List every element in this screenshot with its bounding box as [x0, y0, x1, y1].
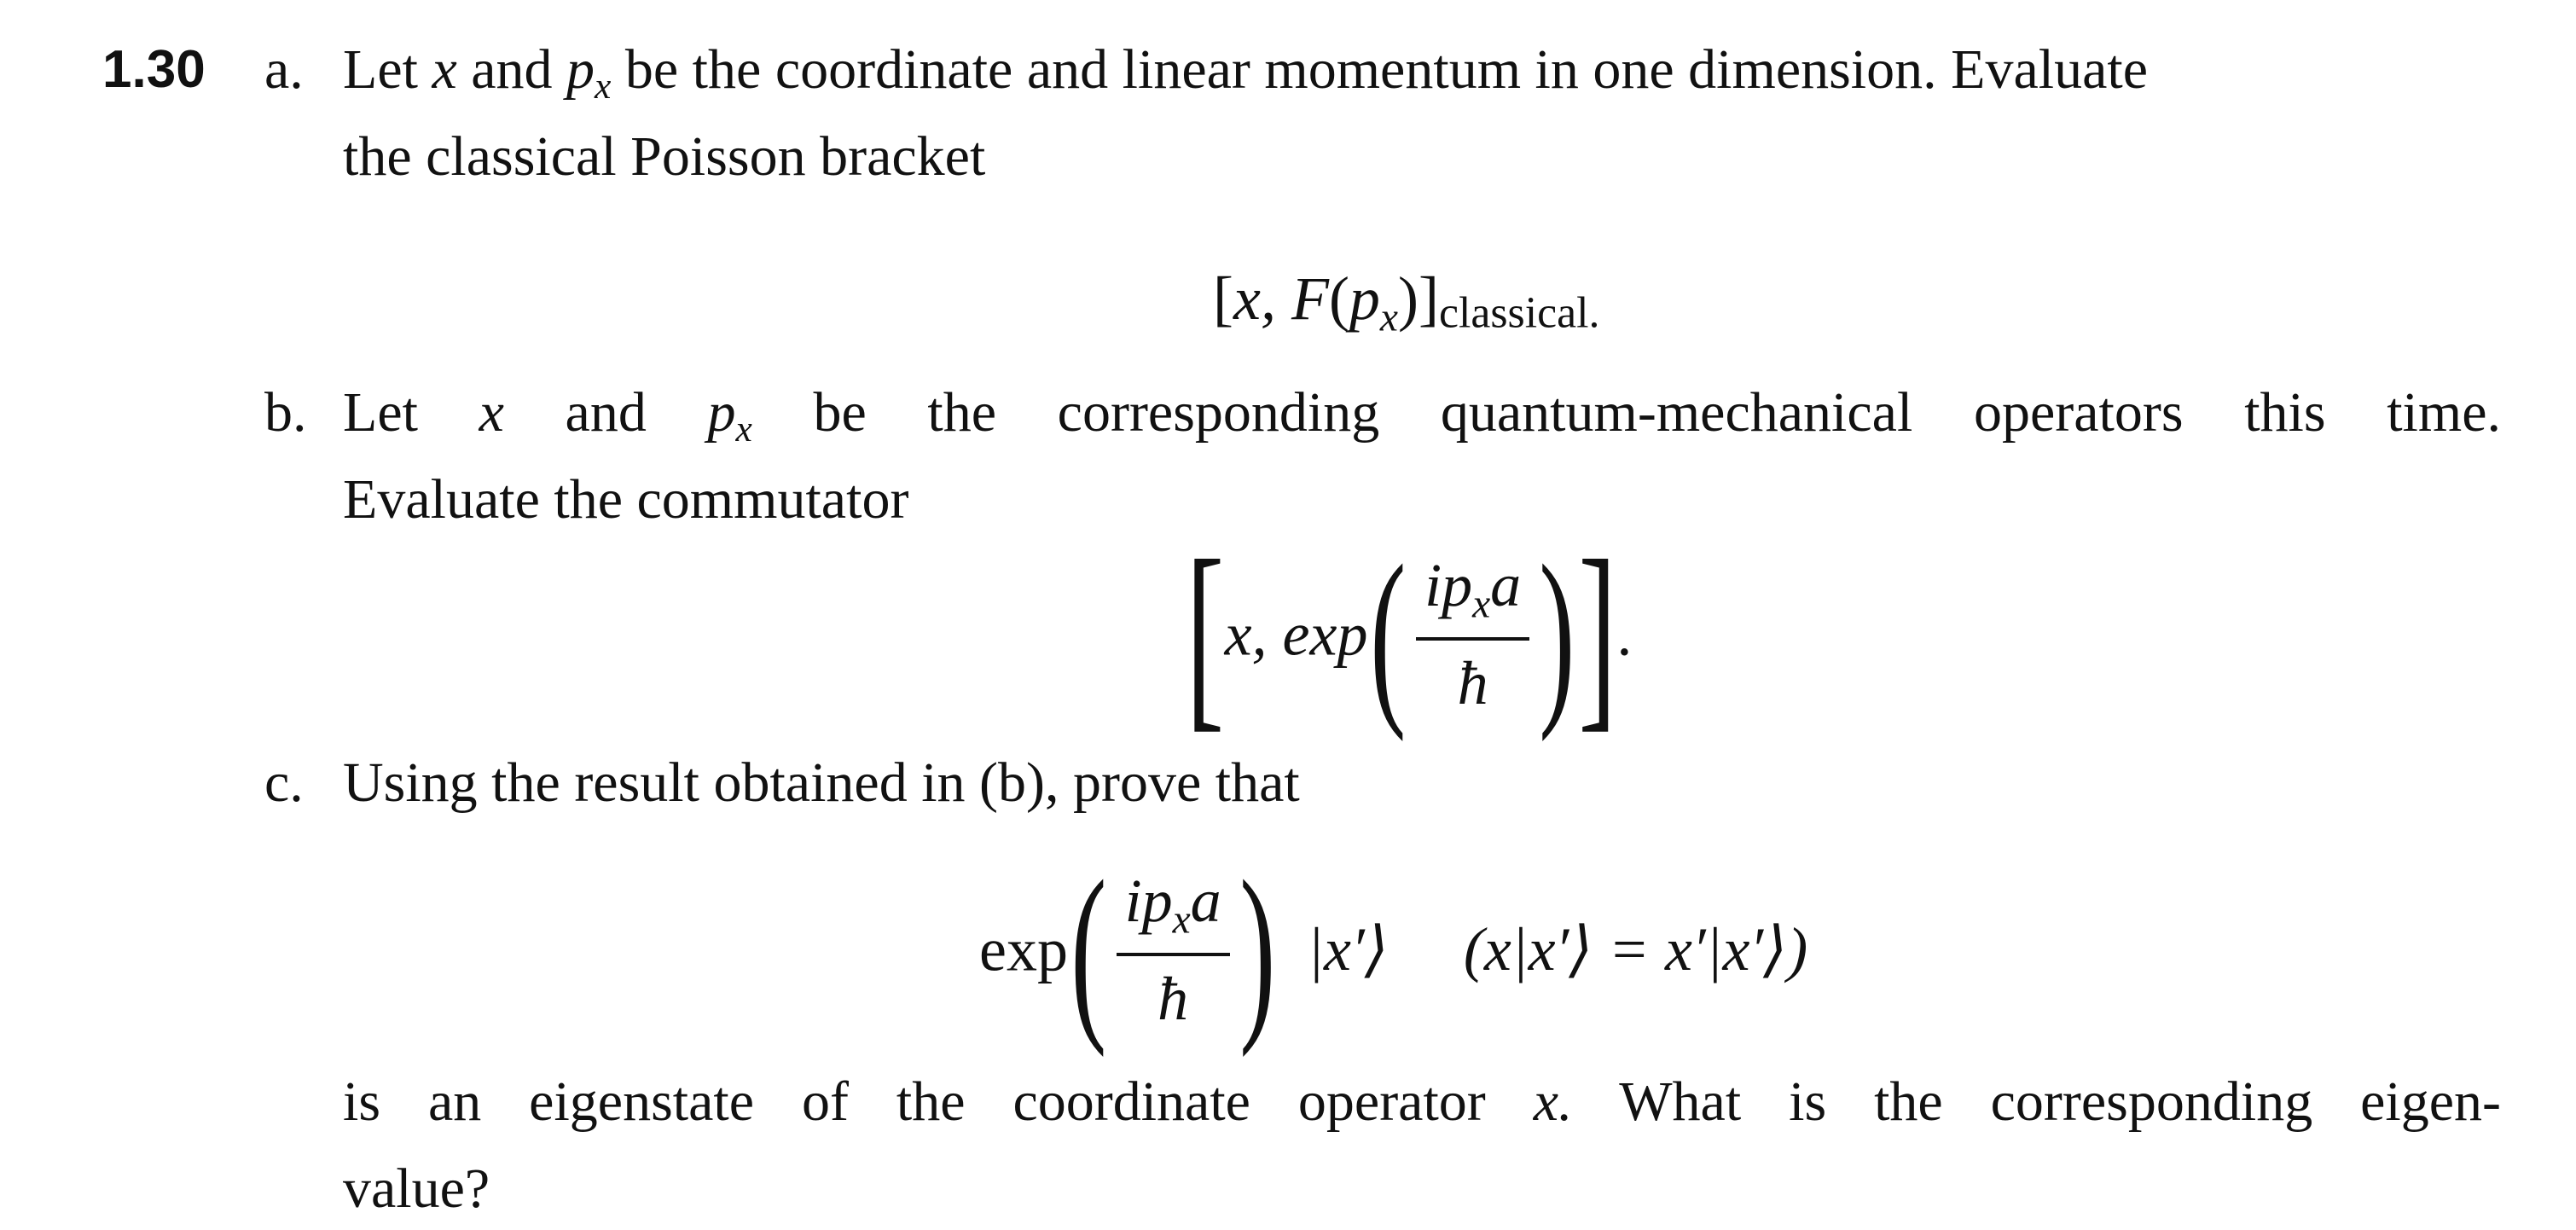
word: operators — [1973, 381, 2184, 444]
word: the — [1874, 1070, 1943, 1133]
var-x: x. — [1533, 1070, 1573, 1133]
eq-x: x — [1233, 264, 1261, 333]
big-paren-open: ( — [1070, 840, 1107, 1059]
fraction-numerator — [1416, 551, 1529, 641]
bracket-open: [ — [1213, 264, 1233, 333]
word: this — [2244, 381, 2326, 444]
eq-period: . — [1588, 288, 1600, 338]
var-p-subscript: x — [735, 409, 752, 450]
num-subscript: x — [1472, 582, 1491, 627]
eigen-condition: (x|x′⟩ = x′|x′⟩) — [1463, 915, 1808, 984]
eigenstate-equation — [979, 840, 1808, 1059]
eq-p: p — [1349, 264, 1380, 333]
eq-period: . — [1616, 600, 1633, 669]
var-x: x — [432, 38, 457, 101]
big-paren-close: ) — [1539, 525, 1575, 743]
word: of — [801, 1070, 849, 1133]
part-c-label: c. — [264, 751, 304, 814]
num-i: i — [1424, 551, 1442, 619]
word: time. — [2387, 381, 2501, 444]
fraction — [1117, 867, 1230, 1033]
part-a-label: a. — [264, 38, 304, 101]
bracket-close: )] — [1398, 264, 1439, 333]
eq-p-subscript: x — [1379, 295, 1399, 340]
problem-number: 1.30 — [102, 40, 206, 99]
word: corresponding — [1057, 381, 1380, 444]
var-p: p — [707, 381, 736, 444]
word: coordinate — [1012, 1070, 1250, 1133]
part-b-label: b. — [264, 381, 307, 444]
var-x: x — [479, 381, 504, 444]
word: Let — [343, 381, 418, 444]
fraction-numerator — [1117, 867, 1230, 956]
word: eigen- — [2360, 1070, 2502, 1133]
paren-open: ( — [1328, 264, 1349, 333]
part-b-line-1 — [343, 372, 2501, 470]
part-c-line-3: value? — [343, 1157, 490, 1220]
classical-subscript: classical — [1438, 288, 1589, 338]
var-p-subscript: x — [595, 66, 612, 107]
eq-x-exp: x, exp — [1224, 600, 1368, 669]
part-a-text: Let — [343, 38, 432, 101]
num-p: p — [1141, 867, 1173, 935]
word: eigenstate — [529, 1070, 755, 1133]
var-p-with-subscript — [707, 381, 752, 450]
fraction-denominator: ħ — [1457, 648, 1488, 717]
fraction-denominator: ħ — [1157, 964, 1189, 1033]
word: quantum-mechanical — [1440, 381, 1913, 444]
num-p: p — [1442, 551, 1473, 619]
poisson-bracket-equation — [1213, 258, 1600, 358]
word: operator — [1297, 1070, 1486, 1133]
eq-f: , F — [1260, 264, 1329, 333]
part-c-line-1: Using the result obtained in (b), prove that — [343, 751, 1300, 814]
word: the — [927, 381, 997, 444]
word: and — [565, 381, 647, 444]
num-a: a — [1190, 867, 1221, 935]
eq-exp: exp — [979, 915, 1068, 984]
word: is — [1789, 1070, 1827, 1133]
fraction — [1416, 551, 1529, 717]
word: be — [813, 381, 867, 444]
word: What — [1619, 1070, 1742, 1133]
num-subscript: x — [1172, 897, 1191, 943]
part-c-line-2 — [343, 1061, 2501, 1143]
part-a-text-end: be the coordinate and linear momentum in one dimension. Evaluate — [611, 38, 2149, 101]
word: the — [896, 1070, 966, 1133]
word: corresponding — [1990, 1070, 2313, 1133]
ket-x-prime: |x′⟩ — [1307, 915, 1389, 984]
big-bracket-close: ] — [1578, 518, 1617, 750]
big-paren-open: ( — [1370, 525, 1407, 743]
part-a-and: and — [456, 38, 567, 101]
word: an — [427, 1070, 482, 1133]
big-paren-close: ) — [1239, 840, 1276, 1059]
part-a-line-1 — [343, 29, 2501, 127]
big-bracket-open: [ — [1186, 518, 1225, 750]
word: is — [343, 1070, 381, 1133]
num-i: i — [1124, 867, 1142, 935]
commutator-equation — [1186, 518, 1633, 750]
var-p: p — [566, 38, 595, 101]
num-a: a — [1490, 551, 1522, 619]
part-a-line-2: the classical Poisson bracket — [343, 125, 986, 188]
part-b-line-2: Evaluate the commutator — [343, 468, 909, 531]
